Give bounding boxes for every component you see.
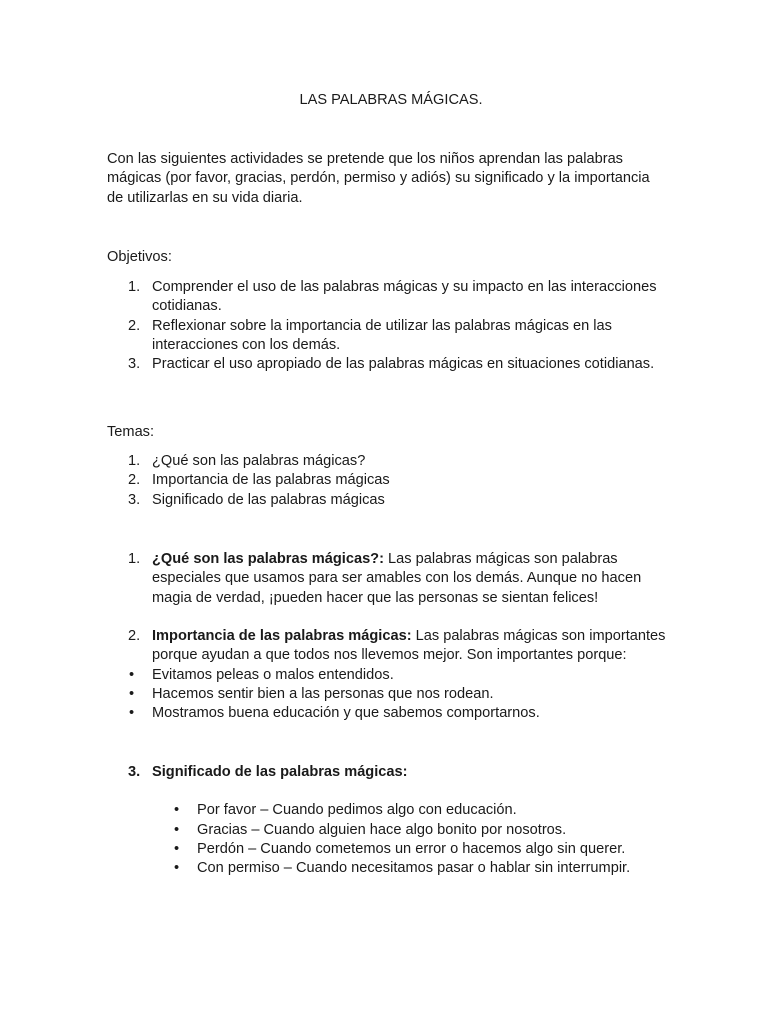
section-heading: Significado de las palabras mágicas: [152, 764, 408, 780]
section-item [107, 763, 675, 782]
list-item [107, 452, 675, 471]
list-item [107, 821, 675, 840]
bullet: • [174, 802, 180, 819]
list-item [107, 704, 675, 723]
list-item-text: Por favor – Cuando pedimos algo con educación. [197, 802, 517, 819]
intro-paragraph: Con las siguientes actividades se pretende que los niños aprendan las palabras mágicas (por favor, gracias, perdón, permiso y adiós) su significado y la importancia de utilizarlas en su vida diaria. [107, 151, 650, 206]
list-item [107, 355, 675, 374]
section-number: 3. [128, 764, 141, 780]
section-item [107, 550, 675, 608]
topics-heading: Temas: [107, 424, 155, 440]
objectives-list [107, 278, 675, 374]
section-number: 1. [128, 551, 141, 567]
list-item-text: ¿Qué son las palabras mágicas? [152, 453, 366, 469]
section-item [107, 627, 675, 666]
list-item-text: Practicar el uso apropiado de las palabras mágicas en situaciones cotidianas. [152, 356, 655, 373]
section-meaning [107, 763, 675, 878]
list-item [107, 666, 675, 685]
list-item-text: Comprender el uso de las palabras mágicas y su impacto en las interacciones cotidianas. [152, 279, 657, 315]
meaning-bullets [107, 801, 675, 878]
bullet: • [174, 821, 180, 838]
list-item-text: Reflexionar sobre la importancia de utilizar las palabras mágicas en las interacciones con los demás. [152, 317, 612, 353]
bullet: • [129, 685, 135, 702]
section-heading: ¿Qué son las palabras mágicas?: [152, 551, 384, 567]
list-item-text: Hacemos sentir bien a las personas que nos rodean. [152, 685, 494, 702]
document-title: LAS PALABRAS MÁGICAS. [299, 92, 483, 108]
section-text: Las palabras mágicas son palabras especiales que usamos para ser amables con los demás. Aunque no hacen magia de verdad, ¡pueden hacer que las personas se sientan felices! [152, 551, 642, 606]
bullet: • [129, 705, 135, 722]
list-item [107, 801, 675, 820]
section-text: Las palabras mágicas son importantes porque ayudan a que todos nos llevemos mejor. Son importantes porque: [152, 628, 666, 664]
list-item [107, 317, 675, 356]
list-number: 2. [128, 472, 141, 489]
list-number: 3. [128, 356, 141, 373]
list-item [107, 278, 675, 317]
section-what-are [107, 550, 675, 608]
list-item-text: Con permiso – Cuando necesitamos pasar o hablar sin interrumpir. [197, 860, 631, 877]
objectives-heading: Objetivos: [107, 249, 172, 265]
bullet: • [129, 666, 135, 683]
list-item-text: Evitamos peleas o malos entendidos. [152, 666, 394, 683]
list-item [107, 840, 675, 859]
list-item-text: Significado de las palabras mágicas [152, 491, 385, 508]
list-item [107, 491, 675, 510]
list-number: 1. [128, 453, 141, 469]
section-heading: Importancia de las palabras mágicas: [152, 628, 412, 644]
list-number: 3. [128, 491, 141, 508]
topics-list [107, 452, 675, 510]
section-number: 2. [128, 628, 141, 644]
importance-bullets [107, 666, 675, 724]
bullet: • [174, 840, 180, 857]
list-item-text: Perdón – Cuando cometemos un error o hacemos algo sin querer. [197, 840, 626, 857]
bullet: • [174, 860, 180, 877]
list-number: 2. [128, 317, 141, 334]
list-item [107, 859, 675, 878]
list-number: 1. [128, 279, 141, 295]
list-item-text: Mostramos buena educación y que sabemos comportarnos. [152, 705, 540, 722]
list-item [107, 471, 675, 490]
list-item [107, 685, 675, 704]
list-item-text: Importancia de las palabras mágicas [152, 472, 390, 489]
section-importance [107, 627, 675, 723]
list-item-text: Gracias – Cuando alguien hace algo bonito por nosotros. [197, 821, 567, 838]
